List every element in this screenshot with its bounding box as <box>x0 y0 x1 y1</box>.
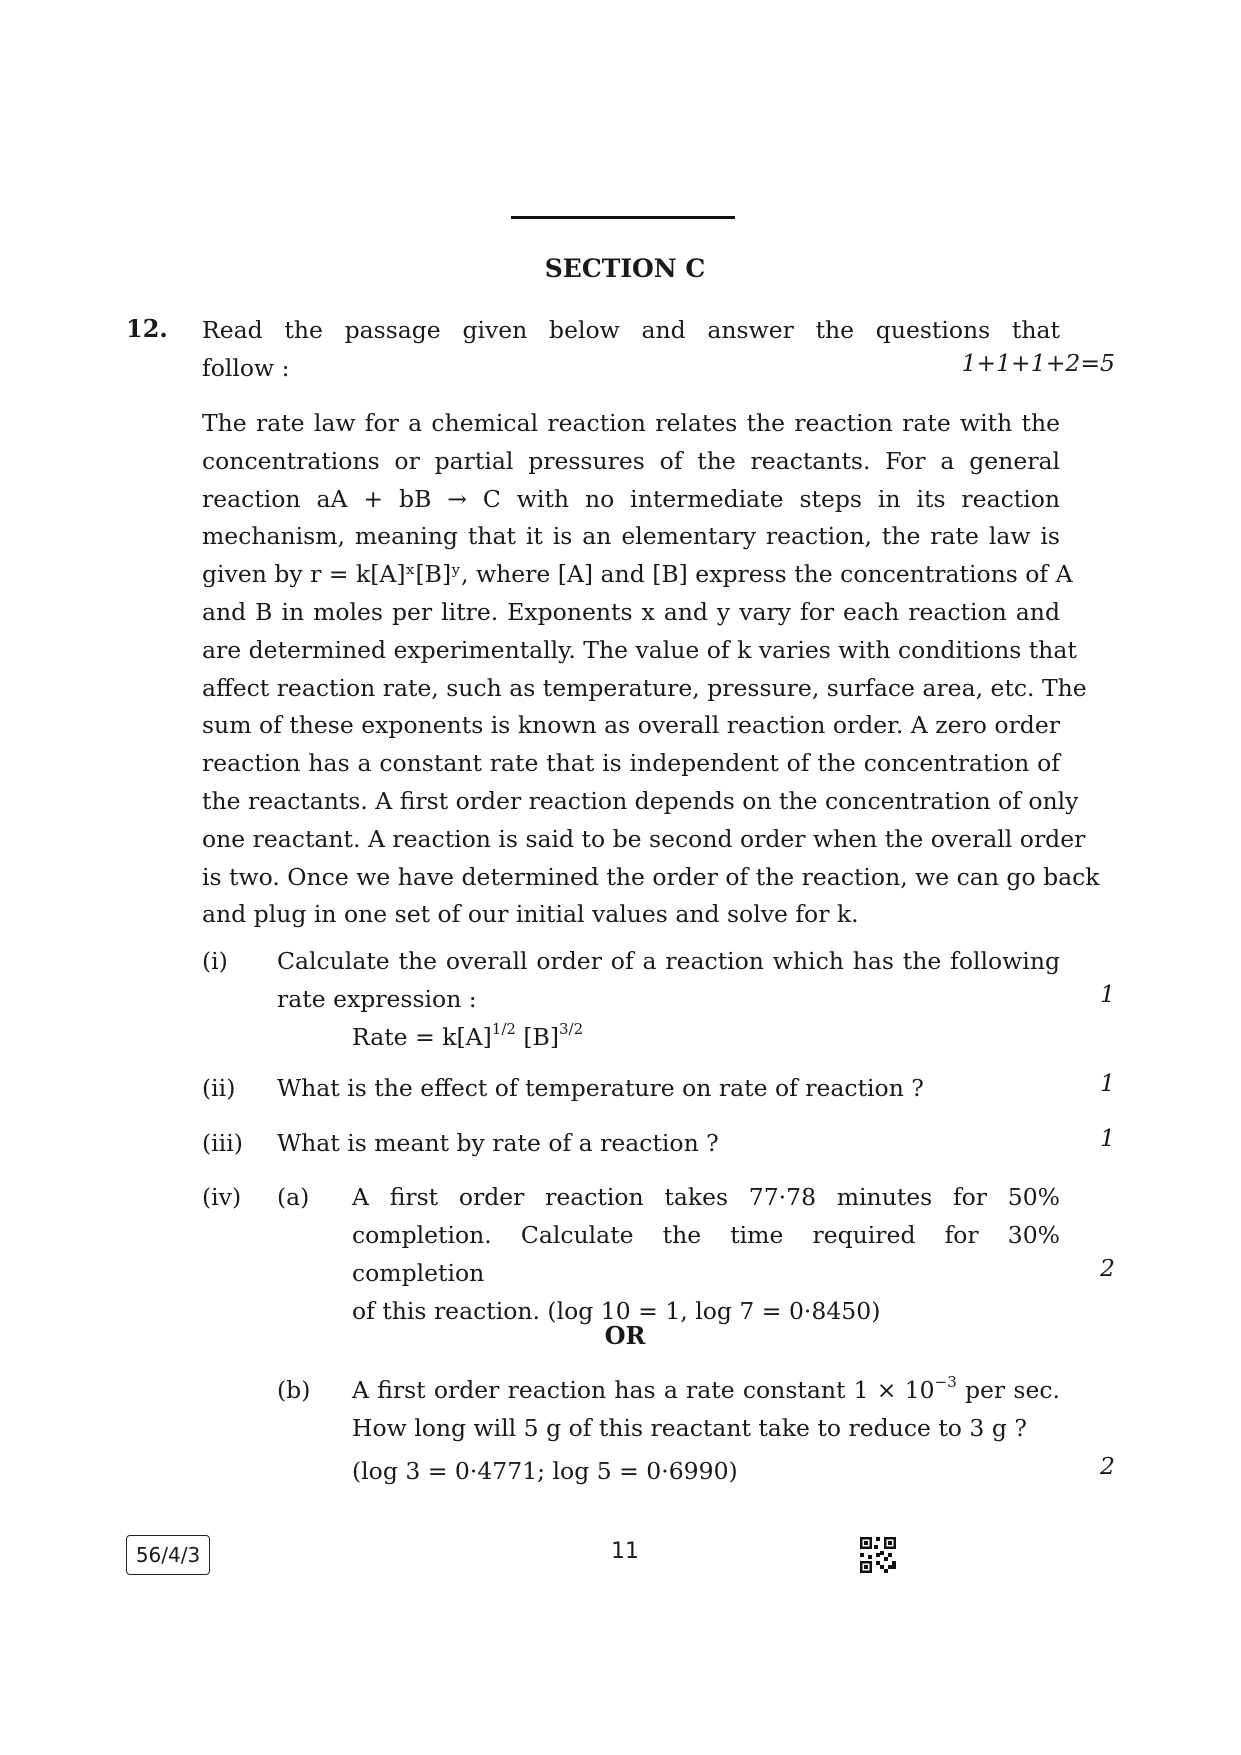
subq-iv-b-marks: 2 <box>1100 1452 1115 1480</box>
rate-constant-exponent: −3 <box>934 1373 957 1392</box>
passage-line: given by r = k[A]ˣ[B]ʸ, where [A] and [B] express the concentrations of A <box>202 560 1073 589</box>
subq-iv-a-text <box>352 1178 1060 1330</box>
passage-line: concentrations or partial pressures of the reactants. For a general <box>202 446 1060 475</box>
paper-code-badge: 56/4/3 <box>126 1535 210 1575</box>
subq-iv-a-line3: of this reaction. (log 10 = 1, log 7 = 0·8450) <box>352 1297 881 1325</box>
passage-line: The rate law for a chemical reaction relates the reaction rate with the <box>202 409 1060 437</box>
qr-code-icon <box>860 1537 896 1573</box>
exponent-a: 1/2 <box>491 1020 516 1039</box>
passage-line: the reactants. A first order reaction depends on the concentration of only <box>202 786 1079 815</box>
passage-line: mechanism, meaning that it is an elementary reaction, the rate law is <box>202 522 1060 551</box>
or-divider: OR <box>604 1321 646 1350</box>
subq-iii-label: (iii) <box>202 1129 243 1157</box>
passage-line: reaction has a constant rate that is independent of the concentration of <box>202 749 1060 778</box>
subq-ii-label: (ii) <box>202 1074 236 1102</box>
subq-iv-label: (iv) <box>202 1183 242 1211</box>
subq-iv-b-line1 <box>352 1371 1060 1409</box>
subq-iv-a-marks: 2 <box>1100 1254 1115 1282</box>
subq-iv-b-line1-pre: A first order reaction has a rate constant 1 × 10 <box>352 1376 935 1404</box>
question-intro-line1: Read the passage given below and answer the questions that <box>202 316 1060 344</box>
passage-line: affect reaction rate, such as temperature, pressure, surface area, etc. The <box>202 673 1087 702</box>
exponent-b: 3/2 <box>559 1020 584 1039</box>
top-rule <box>511 216 735 219</box>
passage-line: is two. Once we have determined the order of the reaction, we can go back <box>202 862 1100 891</box>
passage-line: reaction aA + bB → C with no intermediate steps in its reaction <box>202 484 1060 513</box>
passage-line: and B in moles per litre. Exponents x and y vary for each reaction and <box>202 597 1060 626</box>
subq-i-marks: 1 <box>1100 980 1115 1008</box>
subq-iv-a-label: (a) <box>277 1183 310 1211</box>
rate-expression <box>352 1018 583 1056</box>
subq-iv-b-line2: How long will 5 g of this reactant take to reduce to 3 g ? <box>352 1414 1027 1442</box>
subq-i-label: (i) <box>202 947 228 975</box>
subq-iv-a-line2: completion. Calculate the time required for 30% completion <box>352 1221 1060 1287</box>
subq-iv-b-text <box>352 1371 1060 1490</box>
subq-iii-text: What is meant by rate of a reaction ? <box>277 1129 719 1157</box>
subq-i-line1: Calculate the overall order of a reaction which has the following <box>277 947 1060 975</box>
subq-i-text <box>277 942 1060 1018</box>
passage-line: and plug in one set of our initial values and solve for k. <box>202 900 859 929</box>
subq-ii-marks: 1 <box>1100 1069 1115 1097</box>
subq-i-line2: rate expression : <box>277 985 477 1013</box>
subq-iv-b-label: (b) <box>277 1376 311 1404</box>
rate-mid: [B] <box>515 1023 559 1051</box>
subq-iv-b-line3: (log 3 = 0·4771; log 5 = 0·6990) <box>352 1457 738 1485</box>
subq-ii-text: What is the effect of temperature on rate of reaction ? <box>277 1074 924 1102</box>
page-number: 11 <box>611 1539 639 1564</box>
section-title: SECTION C <box>544 254 706 283</box>
subq-iv-a-line1: A first order reaction takes 77·78 minutes for 50% <box>352 1183 1060 1211</box>
question-number: 12. <box>126 314 168 343</box>
passage-line: sum of these exponents is known as overall reaction order. A zero order <box>202 711 1060 740</box>
total-marks: 1+1+1+2=5 <box>961 349 1115 377</box>
passage <box>202 405 1100 934</box>
passage-line: are determined experimentally. The value of k varies with conditions that <box>202 635 1077 664</box>
question-intro-line2: follow : <box>202 354 290 382</box>
subq-iv-b-line1-post: per sec. <box>956 1376 1060 1404</box>
passage-line: one reactant. A reaction is said to be second order when the overall order <box>202 824 1086 853</box>
rate-prefix: Rate = k[A] <box>352 1023 492 1051</box>
subq-iii-marks: 1 <box>1100 1124 1115 1152</box>
